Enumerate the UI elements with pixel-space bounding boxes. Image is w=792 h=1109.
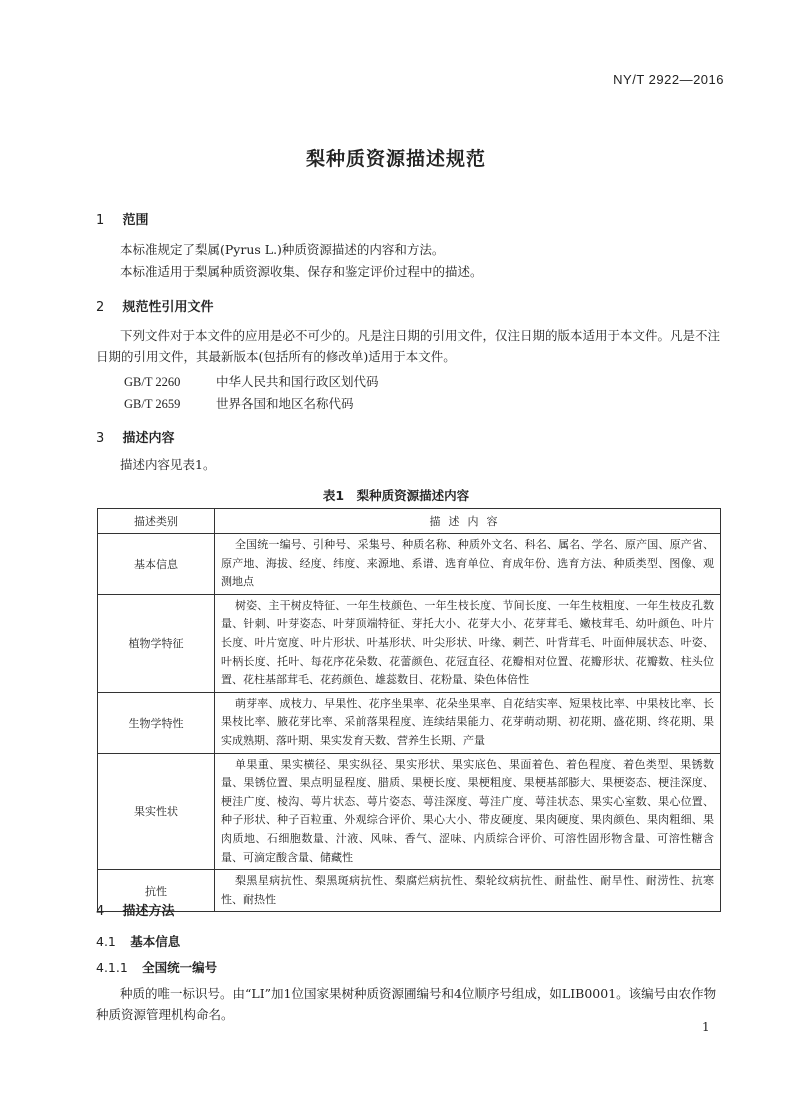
table-cell-content: 全国统一编号、引种号、采集号、种质名称、种质外文名、科名、属名、学名、原产国、原产省、原产地、海拔、经度、纬度、来源地、系谱、选育单位、育成年份、选育方法、种质类型、图像、观测地点 [215,534,721,595]
section-title: 规范性引用文件 [122,300,214,315]
reference-item [124,372,379,390]
section-heading-description-content [96,427,175,446]
scope-paragraph-2: 本标准适用于梨属种质资源收集、保存和鉴定评价过程中的描述。 [120,264,483,279]
table-row [98,753,721,870]
section-heading-scope [96,209,149,228]
section-title: 范围 [122,213,149,228]
table-header-row [98,509,721,534]
references-paragraph: 下列文件对于本文件的应用是必不可少的。凡是注日期的引用文件，仅注日期的版本适用于本文件。凡是不注日期的引用文件，其最新版本(包括所有的修改单)适用于本文件。 [96,328,721,364]
table-header-category: 描述类别 [98,509,215,534]
table-cell-content: 树姿、主干树皮特征、一年生枝颜色、一年生枝长度、节间长度、一年生枝粗度、一年生枝皮孔数量、针刺、叶芽姿态、叶芽顶端特征、芽托大小、花芽大小、花芽茸毛、嫩枝茸毛、幼叶颜色、叶片长度、叶片宽度、叶片形状、叶基形状、叶尖形状、叶缘、刺芒、叶背茸毛、叶面伸展状态、叶姿、叶柄长度、托叶、每花序花朵数、花蕾颜色、花冠直径、花瓣相对位置、花瓣形状、花瓣数、柱头位置、花柱基部茸毛、花药颜色、雄蕊数目、花粉量、染色体倍性 [215,594,721,692]
section-title: 描述内容 [122,431,175,446]
table-cell-category: 植物学特征 [98,594,215,692]
section-heading-description-method [96,900,175,919]
table-caption: 表1 梨种质资源描述内容 [322,488,470,503]
reference-code: GB/T 2659 [124,397,181,411]
description-content-paragraph: 描述内容见表1。 [120,457,216,472]
table-cell-category: 基本信息 [98,534,215,595]
section-number: 2 [96,300,105,315]
subsection-title: 基本信息 [130,934,181,949]
table-row [98,692,721,753]
table-cell-content: 单果重、果实横径、果实纵径、果实形状、果实底色、果面着色、着色程度、着色类型、果锈数量、果锈位置、果点明显程度、腊质、果梗长度、果梗粗度、果梗基部膨大、果梗姿态、梗洼深度、梗洼广度、棱沟、萼片状态、萼片姿态、萼洼深度、萼洼广度、萼洼状态、果实心室数、果心位置、种子形状、种子百粒重、外观综合评价、果心大小、带皮硬度、果肉硬度、果肉颜色、果肉粗细、果肉质地、石细胞数量、汁液、风味、香气、涩味、内质综合评价、可溶性固形物含量、可溶性糖含量、可滴定酸含量、储藏性 [215,753,721,870]
table-cell-category: 果实性状 [98,753,215,870]
standard-id: NY/T 2922—2016 [613,72,724,87]
table-row [98,594,721,692]
table-row [98,534,721,595]
descriptor-table [97,508,721,912]
table-cell-category: 生物学特性 [98,692,215,753]
section-number: 3 [96,431,105,446]
table-cell-content: 萌芽率、成枝力、早果性、花序坐果率、花朵坐果率、自花结实率、短果枝比率、中果枝比率、长果枝比率、腋花芽比率、采前落果程度、连续结果能力、花芽萌动期、初花期、盛花期、终花期、果实成熟期、落叶期、果实发育天数、营养生长期、产量 [215,692,721,753]
section-number: 1 [96,213,105,228]
table-cell-content: 梨黑星病抗性、梨黑斑病抗性、梨腐烂病抗性、梨轮纹病抗性、耐盐性、耐旱性、耐涝性、抗寒性、耐热性 [215,870,721,912]
unified-number-paragraph: 种质的唯一标识号。由“LI”加1位国家果树种质资源圃编号和4位顺序号组成，如LIB0001。该编号由农作物种质资源管理机构命名。 [96,986,717,1022]
table-cell-category: 抗性 [98,870,215,912]
section-title: 描述方法 [122,904,175,919]
reference-code: GB/T 2260 [124,375,181,389]
subsection-heading-unified-number [96,958,217,976]
section-heading-normative-references [96,296,214,315]
subsection-heading-basic-info [96,932,180,950]
document-title: 梨种质资源描述规范 [305,148,486,170]
table-header-content: 描述内容 [215,509,721,534]
subsection-number: 4.1 [96,934,116,949]
reference-item [124,394,354,412]
reference-name: 中华人民共和国行政区划代码 [215,374,379,389]
subsection-number: 4.1.1 [96,960,128,975]
scope-paragraph-1: 本标准规定了梨属(Pyrus L.)种质资源描述的内容和方法。 [120,242,445,257]
page-number: 1 [702,1020,710,1034]
section-number: 4 [96,904,105,919]
reference-name: 世界各国和地区名称代码 [215,396,354,411]
table-row [98,870,721,912]
subsection-title: 全国统一编号 [142,960,218,975]
